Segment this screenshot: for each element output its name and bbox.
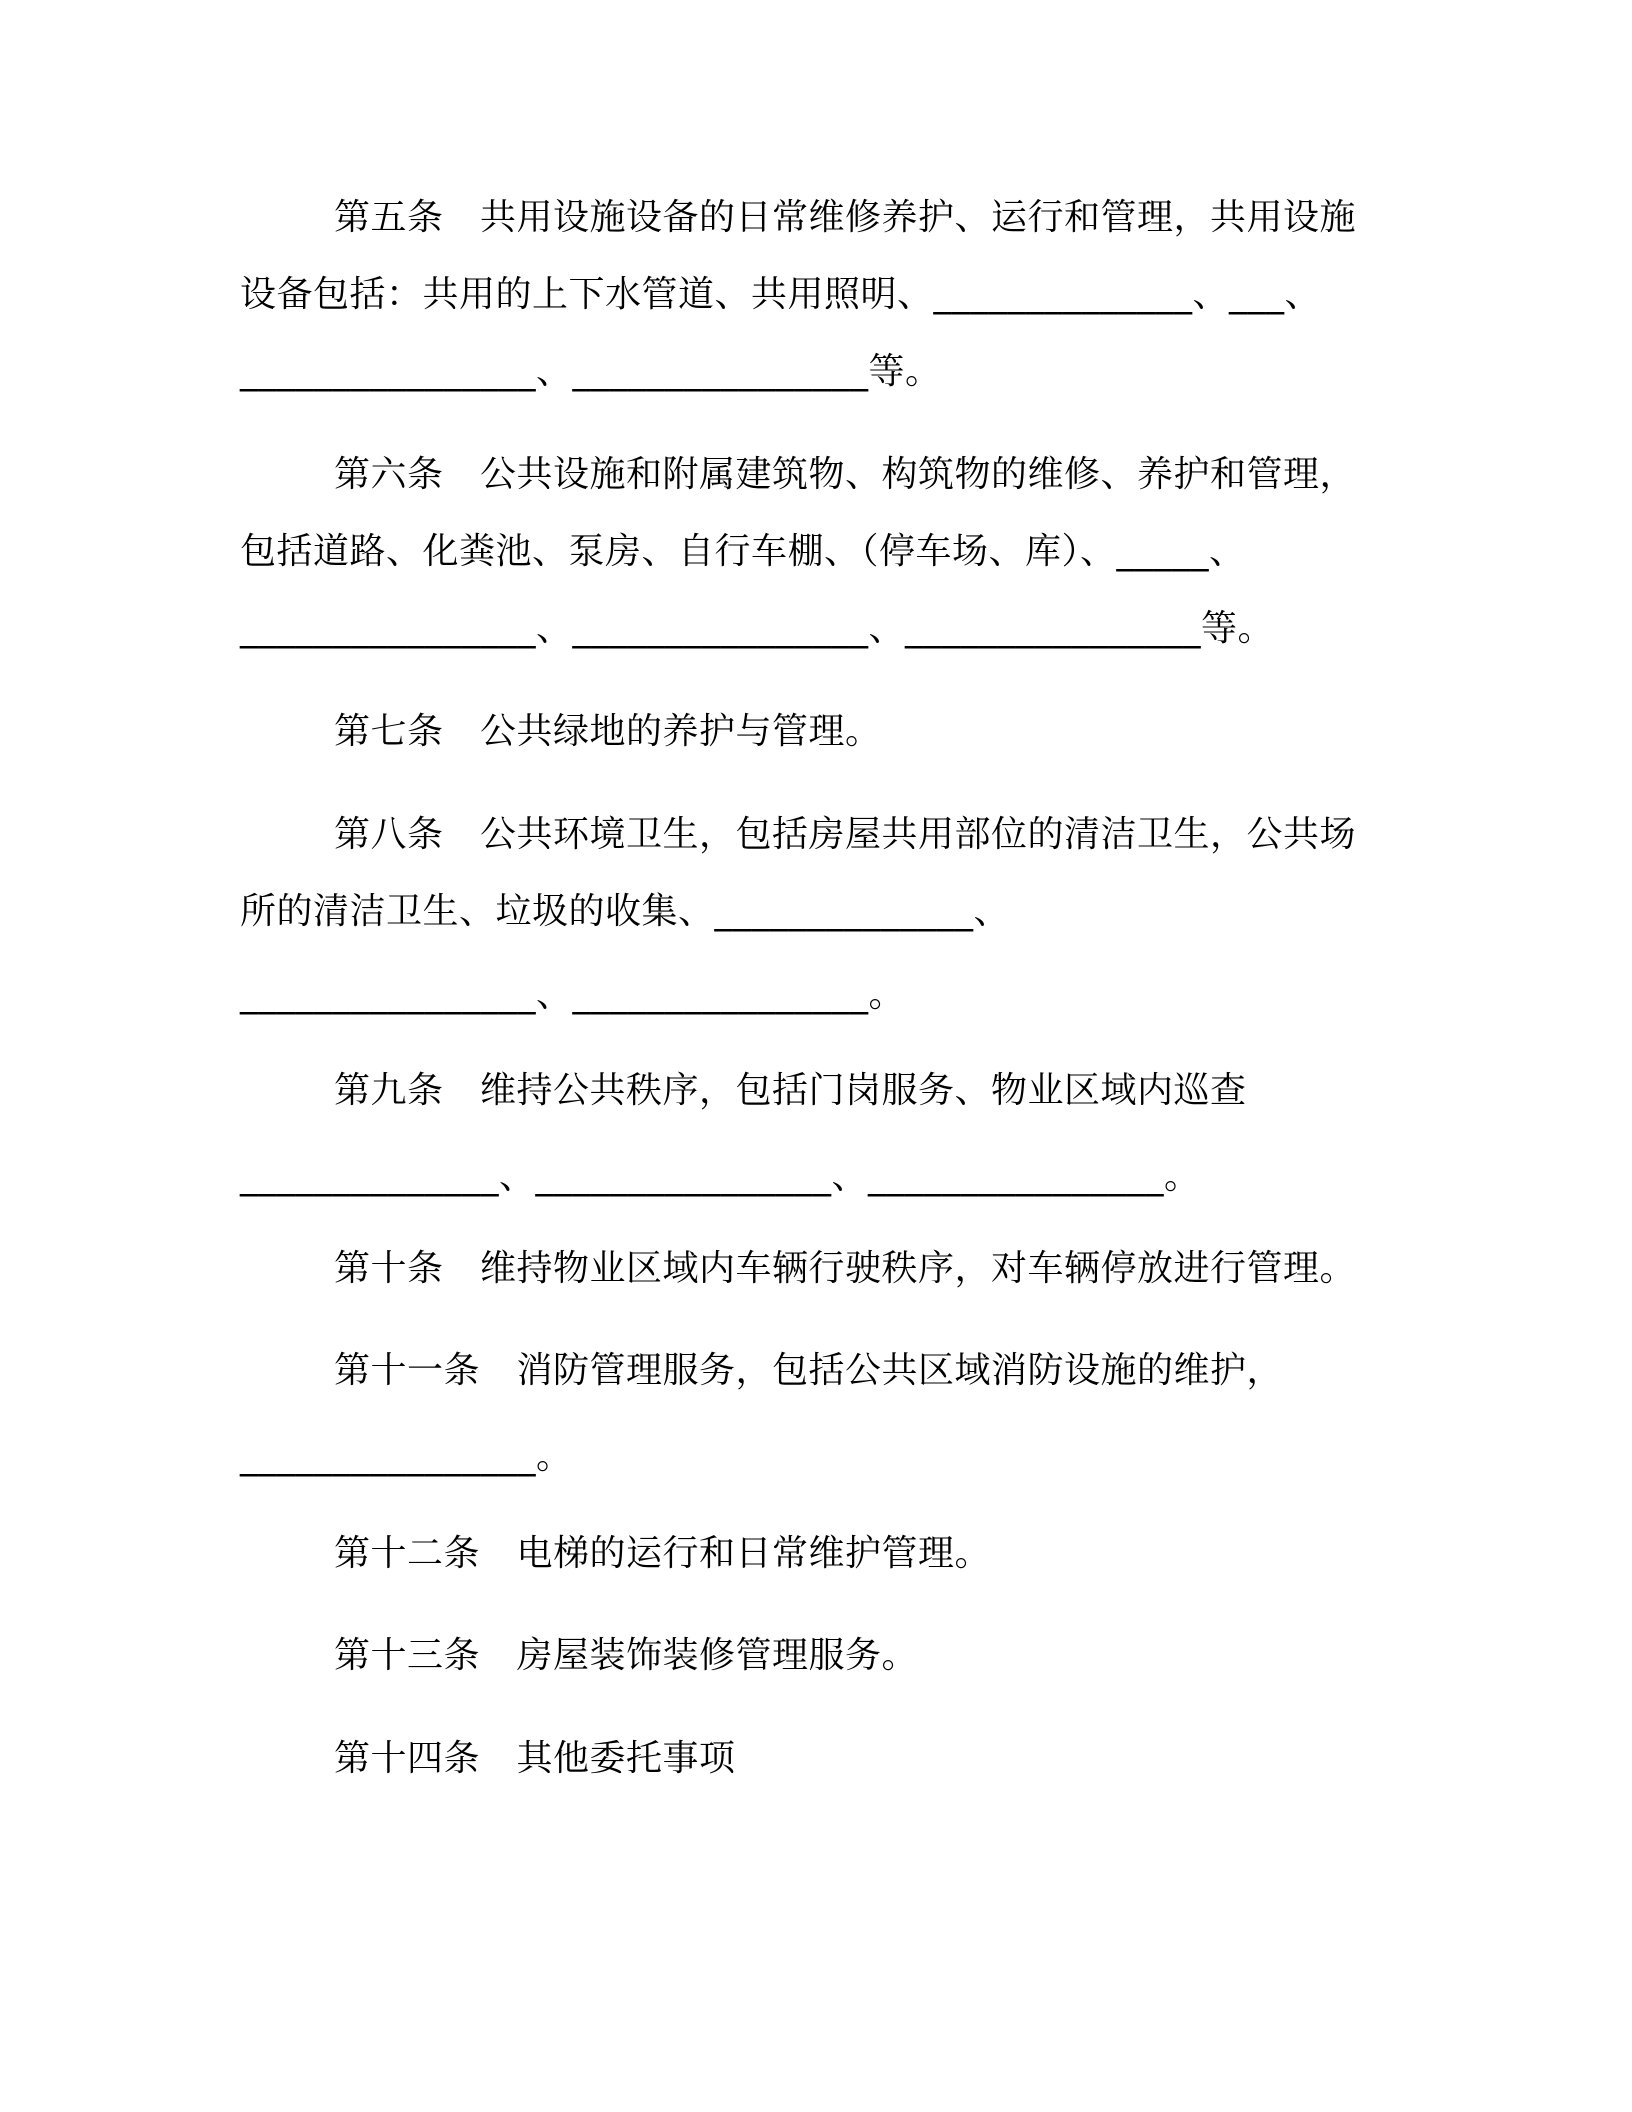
article-6-line-3: ________________、________________、________________等。 — [240, 608, 1274, 649]
article-11-line-2: ________________。 — [240, 1436, 573, 1477]
article-13-line-1: 第十三条 房屋装饰装修管理服务。 — [334, 1635, 919, 1676]
article-5-line-3: ________________、________________等。 — [240, 351, 942, 392]
article-12-line-1: 第十二条 电梯的运行和日常维护管理。 — [334, 1533, 992, 1574]
article-10-line-1: 第十条 维持物业区域内车辆行驶秩序，对车辆停放进行管理。 — [334, 1248, 1357, 1289]
article-11-line-1: 第十一条 消防管理服务，包括公共区域消防设施的维护， — [334, 1350, 1284, 1391]
article-8-line-1: 第八条 公共环境卫生，包括房屋共用部位的清洁卫生，公共场 — [334, 814, 1357, 855]
article-6-line-1: 第六条 公共设施和附属建筑物、构筑物的维修、养护和管理， — [334, 454, 1357, 495]
article-8-line-2: 所的清洁卫生、垃圾的收集、______________、 — [240, 891, 1011, 932]
article-8-line-3: ________________、________________。 — [240, 974, 905, 1015]
article-6-line-2: 包括道路、化粪池、泵房、自行车棚、（停车场、库）、_____、 — [240, 531, 1246, 572]
article-9-line-2: ______________、________________、________________。 — [240, 1156, 1201, 1197]
article-7-line-1: 第七条 公共绿地的养护与管理。 — [334, 711, 882, 752]
article-5-line-2: 设备包括：共用的上下水管道、共用照明、______________、___、 — [240, 274, 1322, 315]
article-14-line-1: 第十四条 其他委托事项 — [334, 1738, 736, 1779]
article-9-line-1: 第九条 维持公共秩序，包括门岗服务、物业区域内巡查 — [334, 1070, 1247, 1111]
article-5-line-1: 第五条 共用设施设备的日常维修养护、运行和管理，共用设施 — [334, 197, 1357, 238]
